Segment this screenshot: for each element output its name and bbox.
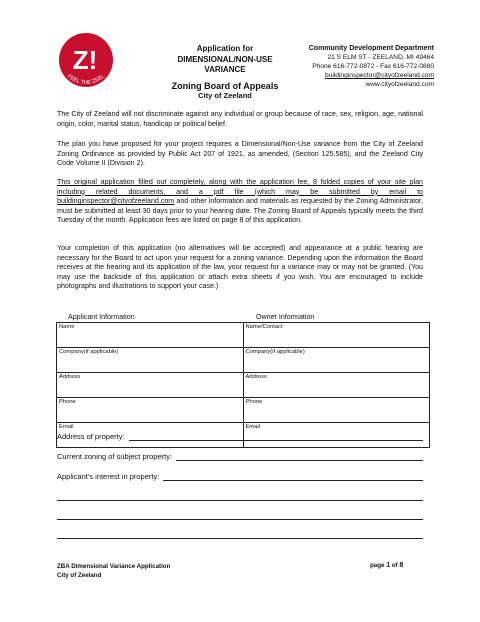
department-email-link[interactable]: buildinginspector@cityofzeeland.com: [325, 72, 434, 79]
board-name: Zoning Board of Appeals: [171, 80, 279, 91]
table-row: [57, 348, 430, 373]
blank-line[interactable]: [57, 538, 423, 539]
title-line-1: Application for: [196, 44, 254, 53]
submission-text: and other information and materials as requested by the Zoning Administrator, must be submitted at least 30 days prior to your hearing date. The Zoning Board of Appeals typically meets the third Tuesday of the month. Application fees are listed on page 8 of this application.: [57, 197, 423, 225]
footer-doc-name: ZBA Dimensional Variance Application: [57, 563, 171, 570]
owner-info-heading: Owner Information: [256, 313, 315, 321]
applicant-email-field[interactable]: Email: [57, 423, 244, 448]
logo-mark: Z!: [72, 45, 98, 75]
current-zoning-row: [57, 452, 423, 461]
applicant-address-field[interactable]: Address: [57, 373, 244, 398]
owner-email-field[interactable]: Email: [243, 423, 430, 448]
applicant-phone-field[interactable]: Phone: [57, 398, 244, 423]
blank-line[interactable]: [57, 519, 423, 520]
city-logo: [58, 32, 114, 88]
department-phone: Phone 616-772-0872 - Fax 616-772-0880: [312, 63, 434, 70]
applicant-interest-label: Applicant's interest in property:: [57, 472, 160, 481]
property-address-input[interactable]: [129, 432, 423, 441]
page-number: 1: [386, 562, 391, 569]
property-address-label: Address of property:: [57, 432, 125, 441]
title-line-3: VARIANCE: [204, 65, 246, 74]
owner-phone-field[interactable]: Phone: [243, 398, 430, 423]
table-row: [57, 398, 430, 423]
owner-name-field[interactable]: Name/Contact: [243, 323, 430, 348]
table-row: [57, 373, 430, 398]
nondiscrimination-paragraph: The City of Zeeland will not discriminate against any individual or group because of race, sex, religion, age, national origin, color, marital status, handicap or political belief.: [57, 110, 423, 128]
title-line-2: DIMENSIONAL/NON-USE: [177, 54, 273, 64]
blank-line[interactable]: [57, 500, 423, 501]
department-address: 21 S ELM ST - ZEELAND, MI 49464: [327, 54, 434, 61]
current-zoning-label: Current zoning of subject property:: [57, 452, 173, 461]
variance-paragraph: The plan you have proposed for your project requires a Dimensional/Non-Use variance from the City of Zeeland Zoning Ordinance as provided by Public Act 207 of 1921, as amended, (Section 125.585), and the Zeeland City Code Volume II (Division 2).: [57, 140, 423, 168]
table-row: [57, 323, 430, 348]
applicant-interest-input[interactable]: [163, 472, 423, 481]
city-name: City of Zeeland: [198, 91, 252, 100]
applicant-info-heading: Applicant Information: [68, 313, 135, 321]
footer-city: City of Zeeland: [57, 572, 102, 579]
logo-tagline: FEEL THE ZEEL: [65, 73, 107, 87]
applicant-company-field[interactable]: Company(if applicable): [57, 348, 244, 373]
applicant-name-field[interactable]: Name: [57, 323, 244, 348]
of-word: of: [391, 562, 398, 569]
applicant-interest-row: [57, 472, 423, 481]
owner-address-field[interactable]: Address: [243, 373, 430, 398]
property-address-row: [57, 432, 423, 441]
current-zoning-input[interactable]: [176, 452, 423, 461]
page-word: page: [370, 562, 385, 569]
department-name: Community Development Department: [308, 45, 434, 52]
page-total: 8: [399, 562, 404, 569]
department-contact: [300, 44, 434, 89]
submission-paragraph: [57, 178, 423, 226]
department-website[interactable]: www.cityofzeeland.com: [365, 81, 434, 88]
submission-underlined-text: This original application filled out completely, along with the application fee, 8 folded copies of your site plan including related documents, and a pdf file (which may be submitted by email to buildinginspector@cityofzeeland.com: [57, 178, 423, 206]
applicant-owner-table: [56, 322, 430, 448]
page-indicator: [370, 562, 403, 569]
owner-company-field[interactable]: Company(if applicable): [243, 348, 430, 373]
document-title: [150, 44, 300, 102]
footer-doc-info: [57, 562, 170, 580]
completion-paragraph: Your completion of this application (no alternatives will be accepted) and appearance at a public hearing are necessary for the Board to act upon your request for a zoning variance. Depending upon the information the Board receives at the hearing and its application of the law, your request for a variance may or may not be granted. (You may use the backside of this application or attach extra sheets if you wish. You are encouraged to include photographs and illustrations to support your case.): [57, 244, 423, 291]
